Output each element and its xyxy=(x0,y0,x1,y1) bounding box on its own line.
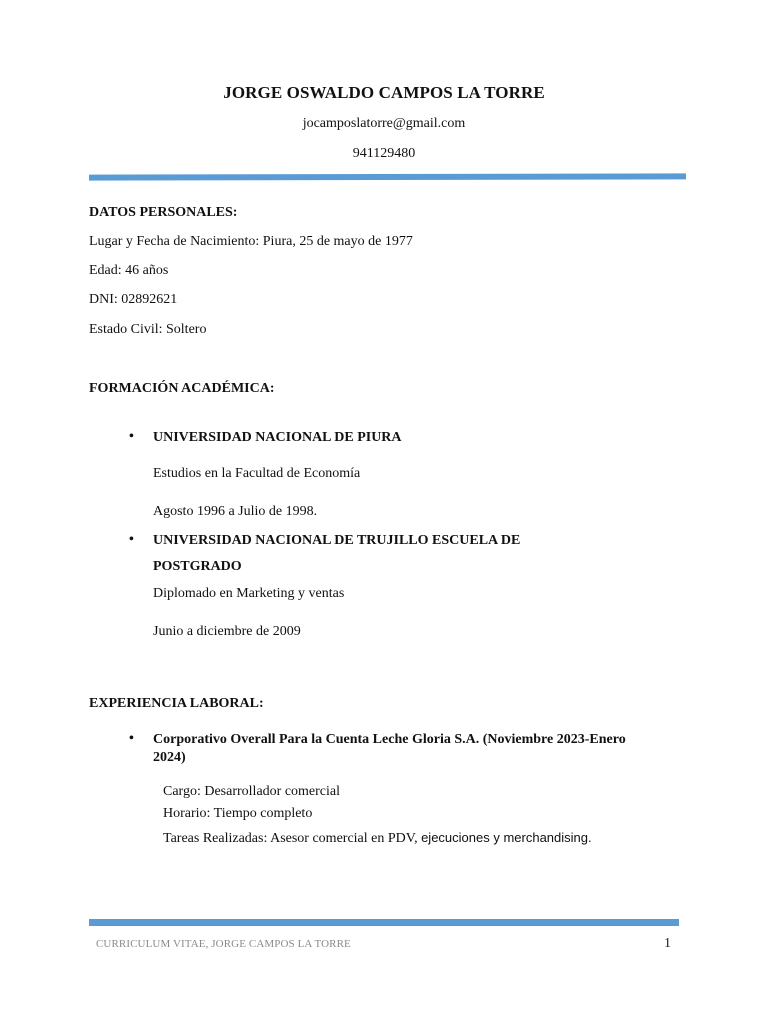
footer-text: CURRICULUM VITAE, JORGE CAMPOS LA TORRE xyxy=(96,938,351,950)
page-number: 1 xyxy=(664,936,671,951)
age-line: Edad: 46 años xyxy=(89,263,169,278)
job-cargo: Cargo: Desarrollador comercial xyxy=(163,784,341,799)
civil-status-line: Estado Civil: Soltero xyxy=(89,322,207,337)
bullet-icon: • xyxy=(129,731,134,746)
job-title: Corporativo Overall Para la Cuenta Leche Gloria S.A. (Noviembre 2023-Enero 2024) xyxy=(153,732,626,765)
education-detail: Estudios en la Facultad de Economía xyxy=(153,466,361,481)
section-heading-datos-personales: DATOS PERSONALES: xyxy=(89,205,238,220)
section-heading-formacion: FORMACIÓN ACADÉMICA: xyxy=(89,381,275,396)
bullet-icon: • xyxy=(129,429,134,444)
job-tareas xyxy=(163,830,592,847)
job-tareas-prefix: Tareas Realizadas: Asesor comercial en PDV, xyxy=(163,831,422,846)
header-rule xyxy=(89,173,686,180)
email-text: jocamposlatorre@gmail.com xyxy=(302,116,466,131)
education-dates: Junio a diciembre de 2009 xyxy=(153,624,301,639)
education-detail: Diplomado en Marketing y ventas xyxy=(153,586,345,601)
education-title: UNIVERSIDAD NACIONAL DE PIURA xyxy=(153,430,402,445)
candidate-name: JORGE OSWALDO CAMPOS LA TORRE xyxy=(223,83,545,102)
section-heading-experiencia: EXPERIENCIA LABORAL: xyxy=(89,696,264,711)
job-horario: Horario: Tiempo completo xyxy=(163,806,313,821)
education-title: UNIVERSIDAD NACIONAL DE TRUJILLO ESCUELA DE POSTGRADO xyxy=(153,533,521,574)
dni-line: DNI: 02892621 xyxy=(89,292,178,307)
bullet-icon: • xyxy=(129,532,134,547)
phone-text: 941129480 xyxy=(352,146,416,161)
footer-rule xyxy=(89,919,679,926)
job-tareas-suffix: ejecuciones y merchandising. xyxy=(421,830,592,845)
birth-line: Lugar y Fecha de Nacimiento: Piura, 25 de mayo de 1977 xyxy=(89,234,413,249)
education-dates: Agosto 1996 a Julio de 1998. xyxy=(153,504,318,519)
